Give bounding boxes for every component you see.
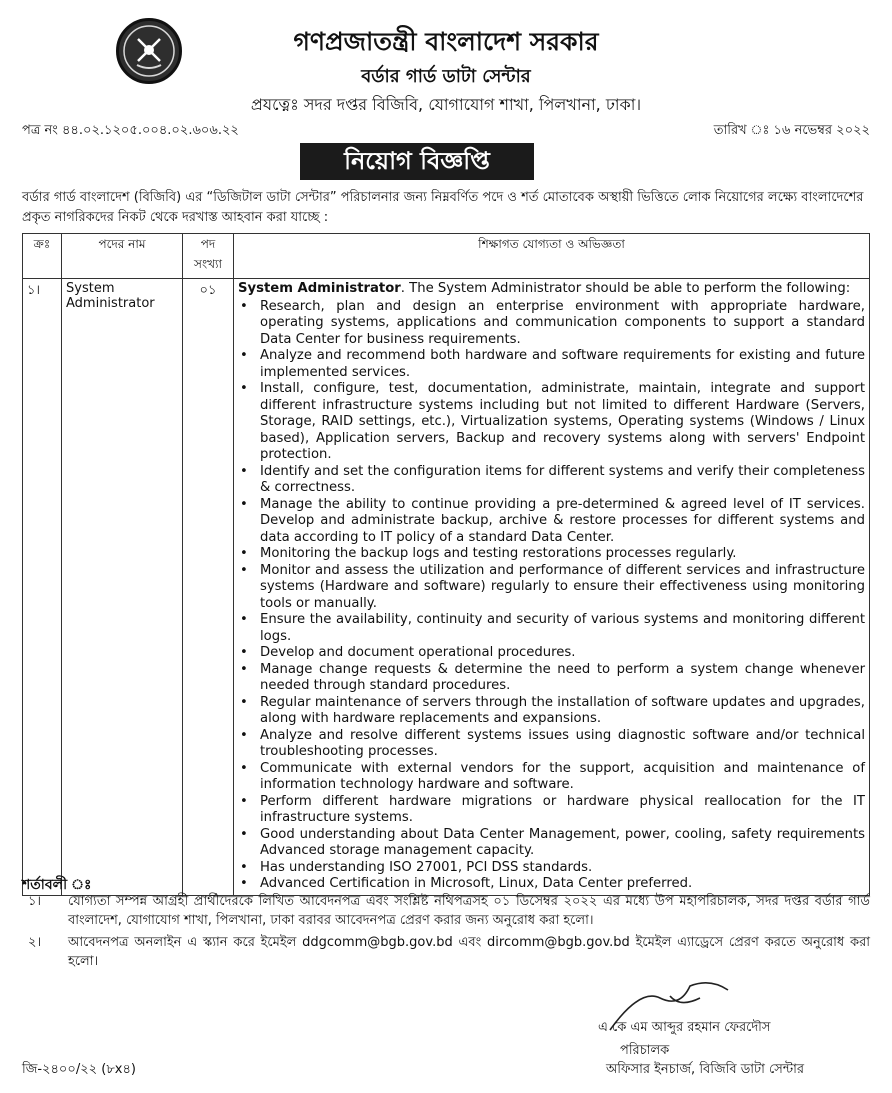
list-item: • Monitoring the backup logs and testing restorations processes regularly. — [260, 546, 865, 563]
list-item: • Communicate with external vendors for the support, acquisition and maintenance of information technology hardware and software. — [260, 761, 865, 794]
government-title: গণপ্রজাতন্ত্রী বাংলাদেশ সরকার — [293, 27, 599, 56]
qualification-lead — [238, 281, 865, 298]
terms-heading: শর্তাবলী ঃ — [22, 877, 92, 893]
term-text: আবেদনপত্র অনলাইন এ স্ক্যান করে ইমেইল ddgcomm@bgb.gov.bd এবং dircomm@bgb.gov.bd ইমেইল এ্যাড্রেসে প্রেরণ করতে অনুরোধ করা হলো। — [68, 935, 870, 969]
list-item: • Good understanding about Data Center Management, power, cooling, safety requirements Advanced storage management capacity. — [260, 827, 865, 860]
term-item — [22, 892, 870, 930]
term-number: ১। — [28, 894, 42, 909]
duty-list — [238, 299, 865, 893]
intro-paragraph: বর্ডার গার্ড বাংলাদেশ (বিজিবি) এর “ডিজিটাল ডাটা সেন্টার” পরিচালনার জন্য নিম্নবর্ণিত পদে ও শর্ত মোতাবেক অস্থায়ী ভিত্তিতে লোক নিয়োগের লক্ষ্যে বাংলাদেশের প্রকৃত নাগরিকদের নিকট থেকে দরখাস্ত আহবান করা যাচ্ছে : — [22, 190, 864, 225]
col-qualification: শিক্ষাগত যোগ্যতা ও অভিজ্ঞতা — [234, 234, 870, 279]
list-item: • Perform different hardware migrations or hardware physical reallocation for the IT infrastructure systems. — [260, 794, 865, 827]
row-post-count: ০১ — [183, 279, 234, 896]
row-serial: ১। — [23, 279, 62, 896]
list-item: • Research, plan and design an enterprise environment with appropriate hardware, operating systems, applications and communication components to support a standard Data Center for business requirements. — [260, 299, 865, 349]
signatory-name: এ কে এম আব্দুর রহমান ফেরদৌস — [598, 1020, 771, 1035]
term-number: ২। — [28, 935, 42, 950]
list-item: • Regular maintenance of servers through the installation of software updates and upgrades, along with hardware replacements and expansions. — [260, 695, 865, 728]
table-row — [23, 279, 870, 896]
row-post-name: System Administrator — [62, 279, 183, 896]
col-post-count: পদ সংখ্যা — [183, 234, 234, 279]
signatory-office: অফিসার ইনচার্জ, বিজিবি ডাটা সেন্টার — [606, 1062, 805, 1077]
ad-code: জি-২৪০০/২২ (৮x৪) — [22, 1062, 136, 1077]
office-title: বর্ডার গার্ড ডাটা সেন্টার — [361, 66, 531, 87]
qualification-lead-rest: . The System Administrator should be able to perform the following: — [400, 281, 851, 296]
memo-number: পত্র নং ৪৪.০২.১২০৫.০০৪.০২.৬০৬.২২ — [22, 123, 239, 138]
care-of-line: প্রযত্নেঃ সদর দপ্তর বিজিবি, যোগাযোগ শাখা, পিলখানা, ঢাকা। — [250, 95, 642, 114]
vacancy-table — [22, 233, 870, 896]
notice-title: নিয়োগ বিজ্ঞপ্তি — [300, 143, 534, 180]
qualification-lead-bold: System Administrator — [238, 281, 401, 296]
list-item: • Analyze and recommend both hardware and software requirements for existing and future implemented services. — [260, 348, 865, 381]
row-qualification — [234, 279, 870, 896]
notice-date: তারিখ ঃ ১৬ নভেম্বর ২০২২ — [713, 123, 870, 138]
table-header-row — [23, 234, 870, 279]
signatory-title: পরিচালক — [620, 1043, 670, 1058]
list-item: • Manage the ability to continue providing a pre-determined & agreed level of IT services. Develop and administrate backup, archive & restore processes for different systems and data according to IT policy of a standard Data Center. — [260, 497, 865, 547]
term-item — [22, 933, 870, 971]
list-item: • Install, configure, test, documentation, administrate, maintain, integrate and support different infrastructure systems including but not limited to different Hardware (Servers, Storage, RAID settings, etc.), Virtualization systems, Operating systems (Windows / Linux based), Application servers, Backup and recovery systems along with servers' Endpoint protection. — [260, 381, 865, 464]
list-item: • Has understanding ISO 27001, PCI DSS standards. — [260, 860, 865, 877]
list-item: • Advanced Certification in Microsoft, Linux, Data Center preferred. — [260, 876, 865, 893]
list-item: • Ensure the availability, continuity and security of various systems and monitoring different logs. — [260, 612, 865, 645]
list-item: • Monitor and assess the utilization and performance of different services and infrastructure systems (Hardware and software) regularly to ensure their effectiveness using monitoring tools or manually. — [260, 563, 865, 613]
col-serial: ক্রঃ — [23, 234, 62, 279]
list-item: • Manage change requests & determine the need to perform a system change whenever needed through standard procedures. — [260, 662, 865, 695]
list-item: • Identify and set the configuration items for different systems and verify their completeness & correctness. — [260, 464, 865, 497]
list-item: • Analyze and resolve different systems issues using diagnostic software and/or technical troubleshooting processes. — [260, 728, 865, 761]
list-item: • Develop and document operational procedures. — [260, 645, 865, 662]
col-post-name: পদের নাম — [62, 234, 183, 279]
term-text: যোগ্যতা সম্পন্ন আগ্রহী প্রার্থীদেরকে লিখিত আবেদনপত্র এবং সংশ্লিষ্ট নথিপত্রসহ ০১ ডিসেম্বর ২০২২ এর মধ্যে উপ মহাপরিচালক, সদর দপ্তর বর্ডার গার্ড বাংলাদেশ, যোগাযোগ শাখা, পিলখানা, ঢাকা বরাবর আবেদনপত্র প্রেরণ করার জন্য অনুরোধ করা হলো। — [68, 894, 870, 928]
